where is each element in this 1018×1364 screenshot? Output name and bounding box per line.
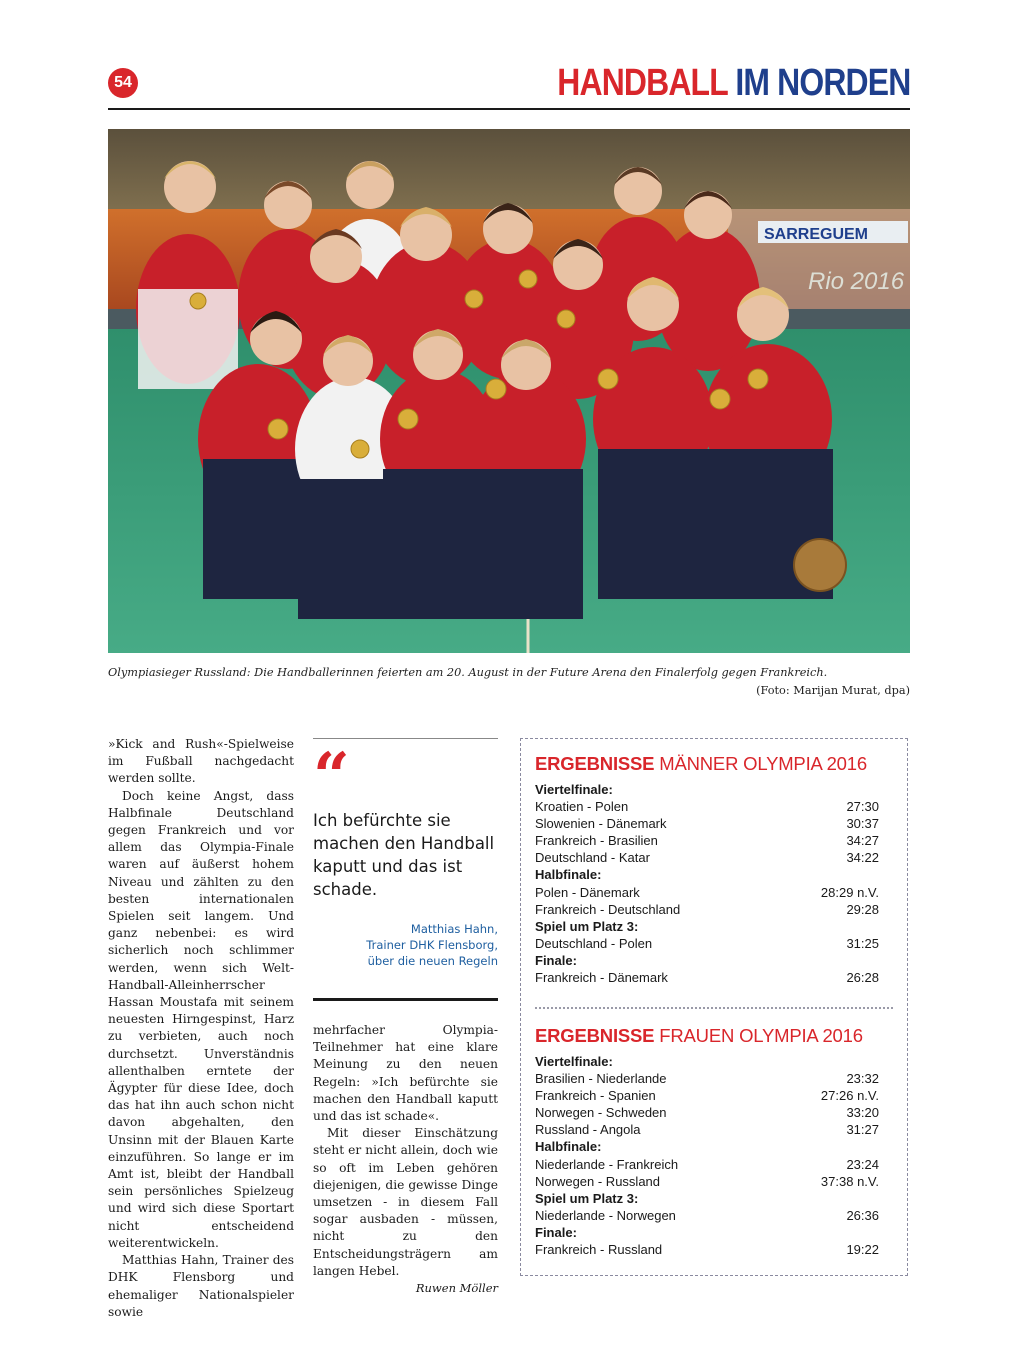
results-round-heading: Finale: (535, 1224, 577, 1240)
results-divider (535, 1007, 893, 1009)
match-score: 33:20 (846, 1105, 879, 1121)
quote-author-line: Matthias Hahn, (410, 922, 498, 936)
results-match-row (535, 901, 879, 918)
results-women-rows (535, 1053, 879, 1258)
match-teams: Kroatien - Polen (535, 799, 629, 815)
match-score: 34:27 (846, 833, 879, 849)
quote-author (313, 921, 498, 969)
results-title-bold: ERGEBNISSE (535, 1025, 655, 1046)
match-score: 19:22 (846, 1242, 879, 1258)
results-match-row (535, 1087, 879, 1104)
match-score: 31:25 (846, 935, 879, 951)
arena-logo: Rio 2016 (808, 268, 905, 295)
quote-author-line: Trainer DHK Flensborg, (366, 938, 498, 952)
team-photo (108, 129, 910, 653)
match-score: 31:27 (846, 1122, 879, 1138)
results-men-title (535, 753, 879, 775)
article-column-2 (313, 1022, 498, 1297)
section-title (557, 62, 910, 105)
results-match-row (535, 1207, 879, 1224)
results-match-row (535, 849, 879, 866)
photo-credit: (Foto: Marijan Murat, dpa) (756, 684, 910, 697)
section-title-part1: HANDBALL (556, 62, 727, 104)
match-score: 28:29 n.V. (820, 884, 879, 900)
article-paragraph: Doch keine Angst, dass Halbfinale Deutschland gegen Frankreich und vor allem das Olympia-Finale waren auf äußerst hohem Niveau und zählten zu den besten internationalen Spielen seit langem. Und ganz nebenbei: es wird sicherlich noch schlimmer werden, wenn sich Welt-Handball-Alleinherrscher Hassan Moustafa mit seinem neuesten Hirngespinst, Harz zu verbieten, auch noch durchsetzt. Unverständnis allenthalben erntete der Ägypter für diese Idee, doch das hat ihn auch schon nicht davon abgehalten, den Unsinn mit der Blauen Karte einzuführen. So lange er im Amt ist, bleibt der Handball sein persönliches Spielzeug und wird sich diese Sportart nicht entscheidend weiterentwickeln. (108, 788, 294, 1250)
results-men (535, 753, 879, 986)
medal-closeup (794, 539, 846, 591)
match-score: 29:28 (846, 901, 879, 917)
match-teams: Deutschland - Polen (535, 935, 653, 951)
results-match-row (535, 1241, 879, 1258)
match-teams: Frankreich - Spanien (535, 1088, 656, 1104)
results-round-heading: Spiel um Platz 3: (535, 918, 639, 934)
match-score: 27:26 n.V. (820, 1088, 879, 1104)
match-score: 34:22 (846, 850, 879, 866)
match-teams: Brasilien - Niederlande (535, 1071, 667, 1087)
results-match-row (535, 1121, 879, 1138)
quote-author-line: über die neuen Regeln (367, 954, 498, 968)
results-round-heading: Halbfinale: (535, 867, 602, 883)
results-match-row (535, 798, 879, 815)
match-teams: Frankreich - Brasilien (535, 833, 658, 849)
results-women (535, 1025, 879, 1258)
match-teams: Frankreich - Dänemark (535, 970, 668, 986)
team-photo-illustration (108, 129, 910, 653)
match-teams: Polen - Dänemark (535, 884, 640, 900)
results-round-heading: Halbfinale: (535, 1139, 602, 1155)
results-match-row (535, 1104, 879, 1121)
results-match-row (535, 884, 879, 901)
match-teams: Norwegen - Russland (535, 1173, 661, 1189)
quote-text: Ich befürchte sie machen den Handball kaputt und das ist schade. (313, 811, 495, 899)
match-score: 23:24 (846, 1156, 879, 1172)
match-teams: Slowenien - Dänemark (535, 816, 667, 832)
page-number: 54 (108, 68, 138, 98)
photo-caption: Olympiasieger Russland: Die Handballerinnen feierten am 20. August in der Future Arena den Finalerfolg gegen Frankreich. (108, 666, 828, 679)
results-title-rest: MÄNNER OLYMPIA 2016 (659, 753, 867, 774)
arena-banner: SARREGUEM (764, 226, 869, 243)
match-teams: Niederlande - Frankreich (535, 1156, 679, 1172)
article-paragraph: mehrfacher Olympia-Teilnehmer hat eine klare Meinung zu den neuen Regeln: »Ich befürchte sie machen den Handball kaputt und das ist schade«. (313, 1023, 498, 1124)
match-teams: Norwegen - Schweden (535, 1105, 667, 1121)
quote-mark-icon: “ (313, 739, 350, 814)
match-score: 26:36 (846, 1207, 879, 1223)
match-score: 37:38 n.V. (820, 1173, 879, 1189)
results-title-rest: FRAUEN OLYMPIA 2016 (659, 1025, 863, 1046)
match-teams: Frankreich - Russland (535, 1242, 663, 1258)
header-rule (108, 108, 910, 110)
article-paragraph: »Kick and Rush«-Spielweise im Fußball nachgedacht werden sollte. (108, 737, 294, 786)
results-box (520, 738, 908, 1276)
article-paragraph: Mit dieser Einschätzung steht er nicht allein, doch wie so oft im Leben gehören diejenigen, die gewisse Dinge umsetzen - in diesem Fall sogar ausbaden - müssen, nicht zu den Entscheidungsträgern am langen Hebel. (313, 1126, 498, 1278)
match-teams: Frankreich - Deutschland (535, 901, 681, 917)
results-round-heading: Viertelfinale: (535, 1054, 613, 1069)
match-score: 23:32 (846, 1071, 879, 1087)
results-match-row (535, 969, 879, 986)
results-round-heading: Finale: (535, 952, 577, 968)
results-title-bold: ERGEBNISSE (535, 753, 655, 774)
match-teams: Niederlande - Norwegen (535, 1207, 676, 1223)
match-score: 27:30 (846, 799, 879, 815)
results-round-heading: Viertelfinale: (535, 782, 613, 797)
match-teams: Russland - Angola (535, 1122, 641, 1138)
results-men-rows (535, 781, 879, 986)
quote-rule-bottom (313, 998, 498, 1001)
results-match-row (535, 832, 879, 849)
results-match-row (535, 815, 879, 832)
results-match-row (535, 1156, 879, 1173)
article-column-1 (108, 736, 294, 1321)
pull-quote (313, 738, 498, 969)
section-title-part2: IM NORDEN (734, 62, 910, 104)
results-match-row (535, 1173, 879, 1190)
article-paragraph: Matthias Hahn, Trainer des DHK Flensborg und ehemaliger Nationalspieler sowie (108, 1253, 294, 1319)
results-women-title (535, 1025, 879, 1047)
results-match-row (535, 1070, 879, 1087)
match-score: 26:28 (846, 970, 879, 986)
article-author: Ruwen Möller (415, 1281, 498, 1296)
match-teams: Deutschland - Katar (535, 850, 650, 866)
results-round-heading: Spiel um Platz 3: (535, 1190, 639, 1206)
results-match-row (535, 935, 879, 952)
match-score: 30:37 (846, 816, 879, 832)
